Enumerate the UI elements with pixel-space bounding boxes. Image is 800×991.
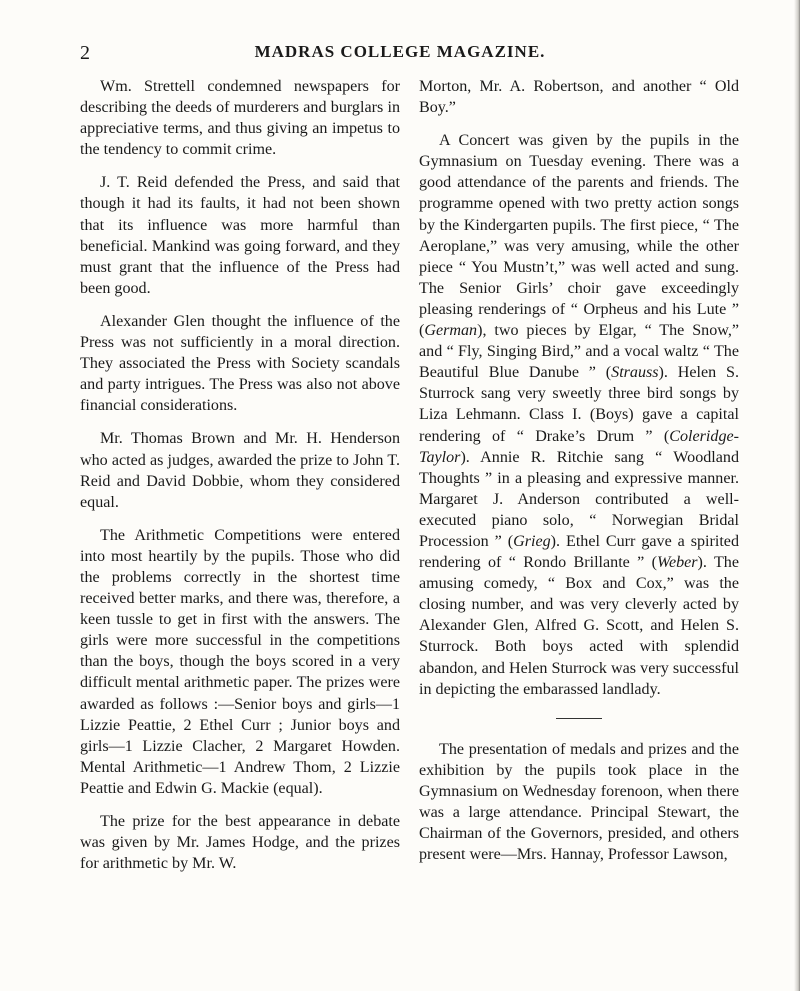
paragraph-reid: J. T. Reid defended the Press, and said that though it had its faults, it had not been shown that its influence was more harmful than beneficial. Mankind was going forward, and they must grant that the influence of the Press had been good. — [80, 174, 400, 297]
paragraph-judges: Mr. Thomas Brown and Mr. H. Henderson who acted as judges, awarded the prize to John T. Reid and David Dobbie, whom they considered equal. — [80, 430, 400, 511]
paragraph-continuation: Morton, Mr. A. Robertson, and another “ Old Boy.” — [419, 78, 739, 117]
paragraph-concert: A Concert was given by the pupils in the Gymnasium on Tuesday evening. There was a good attendance of the parents and friends. The programme opened with two pretty action songs by the Kindergarten pupils. The first piece, “ The Aeroplane,” was very amusing, while the other piece “ You Mustn’t,” was well acted and sung. The Senior Girls’ choir gave exceedingly pleasing renderings of “ Orpheus and his Lute ” (German), two pieces by Elgar, “ The Snow,” and “ Fly, Singing Bird,” and a vocal waltz “ The Beautiful Blue Danube ” (Strauss). Helen S. Sturrock sang very sweetly three bird songs by Liza Lehmann. Class I. (Boys) gave a capital rendering of “ Drake’s Drum ” (Coleridge-Taylor). Annie R. Ritchie sang “ Woodland Thoughts ” in a pleasing and expressive manner. Margaret J. Anderson contributed a well-executed piano solo, “ Norwegian Bridal Procession ” (Grieg). Ethel Curr gave a spirited rendering of “ Rondo Brillante ” (Weber). The amusing comedy, “ Box and Cox,” was the closing number, and was very cleverly acted by Alexander Glen, Alfred G. Scott, and Helen S. Sturrock. Both boys acted with splendid abandon, and Helen Sturrock was very successful in depicting the embarassed landlady. — [419, 132, 740, 698]
paragraph-presentation: The presentation of medals and prizes and the exhibition by the pupils took place in the Gymnasium on Wednesday forenoon, when there was a large attendance. Principal Stewart, the Chairman of the Governors, presided, and others present were—Mrs. Hannay, Professor Lawson, — [419, 740, 739, 864]
paragraph-glen: Alexander Glen thought the influence of the Press was not sufficiently in a moral direction. They associated the Press with Society scandals and party intrigues. The Press was also not above financial considerations. — [80, 312, 400, 415]
running-head: MADRAS COLLEGE MAGAZINE. — [254, 42, 546, 61]
section-divider — [556, 718, 602, 719]
paragraph-prizes: The prize for the best appearance in debate was given by Mr. James Hodge, and the prizes for arithmetic by Mr. W. — [80, 813, 400, 873]
page-number: 2 — [80, 42, 90, 64]
page-edge-shadow — [794, 0, 800, 991]
paragraph-strettell: Wm. Strettell condemned newspapers for describing the deeds of murderers and burglars in appreciative terms, and thus giving an impetus to the tendency to commit crime. — [80, 78, 400, 159]
left-column — [80, 76, 400, 886]
right-column — [419, 76, 739, 877]
paragraph-arithmetic: The Arithmetic Competitions were entered into most heartily by the pupils. Those who did the problems correctly in the shortest time received better marks, and there was, therefore, a keen tussle to get in first with the answers. The girls were more successful in the competitions than the boys, though the boys scored in a very difficult mental arithmetic paper. The prizes were awarded as follows :—Senior boys and girls—1 Lizzie Peattie, 2 Ethel Curr ; Junior boys and girls—1 Lizzie Clacher, 2 Margaret Howden. Mental Arithmetic—1 Andrew Thom, 2 Lizzie Peattie and Edwin G. Mackie (equal). — [80, 526, 400, 797]
